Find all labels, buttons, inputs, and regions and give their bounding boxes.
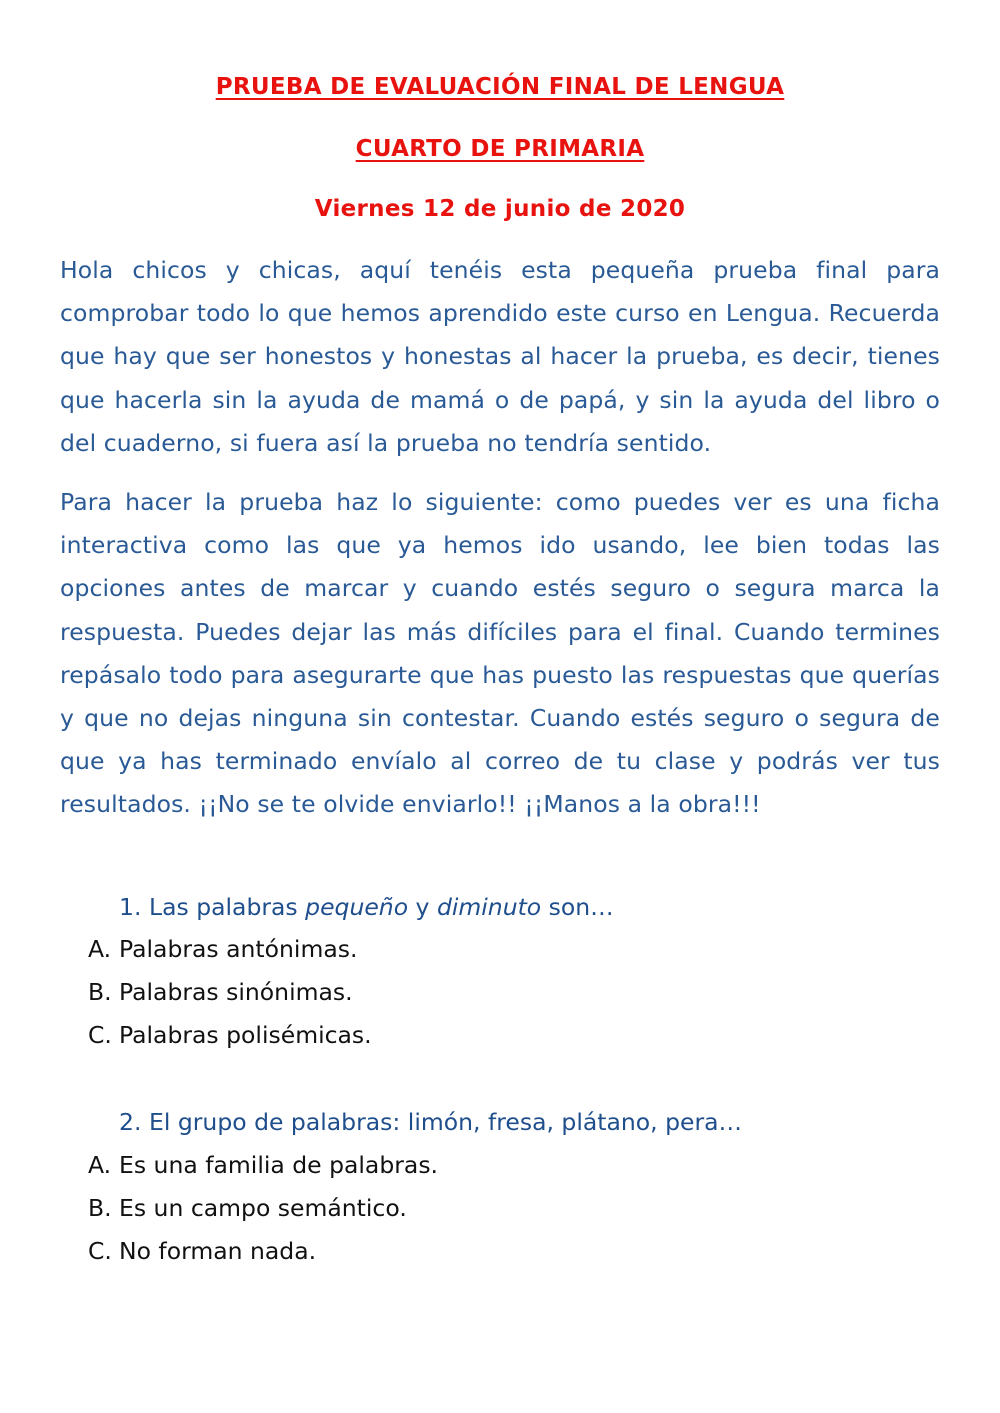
option-text: No forman nada.	[119, 1237, 317, 1265]
option-letter: A.	[88, 1151, 112, 1179]
intro-paragraph-1: Hola chicos y chicas, aquí tenéis esta pequeña prueba final para comprobar todo lo que hemos aprendido este curso en Lengua. Recuerda que hay que ser honestos y honestas al hacer la prueba, es decir, tienes que hacerla sin la ayuda de mamá o de papá, y sin la ayuda del libro o del cuaderno, si fuera así la prueba no tendría sentido.	[60, 256, 940, 457]
answer-option[interactable]	[88, 1144, 938, 1187]
answer-option[interactable]	[88, 1230, 938, 1273]
question-number: 2.	[119, 1108, 142, 1136]
question-word: diminuto	[436, 893, 542, 921]
option-letter: B.	[88, 1194, 112, 1222]
answer-option[interactable]	[88, 971, 938, 1014]
page-title: PRUEBA DE EVALUACIÓN FINAL DE LENGUA	[215, 74, 785, 100]
exam-date: Viernes 12 de junio de 2020	[314, 196, 686, 222]
answer-option[interactable]	[88, 1187, 938, 1230]
option-text: Palabras polisémicas.	[119, 1021, 372, 1049]
question-number: 1.	[119, 893, 142, 921]
question-text: Las palabras	[149, 893, 306, 921]
question-1	[119, 893, 939, 921]
question-2	[119, 1108, 939, 1136]
question-1-options	[88, 928, 938, 1057]
answer-option[interactable]	[88, 928, 938, 971]
option-text: Es un campo semántico.	[119, 1194, 407, 1222]
question-word: pequeño	[305, 893, 409, 921]
option-letter: C.	[88, 1237, 112, 1265]
answer-option[interactable]	[88, 1014, 938, 1057]
question-text: son…	[541, 893, 614, 921]
option-letter: B.	[88, 978, 112, 1006]
instructions-paragraph: Para hacer la prueba haz lo siguiente: como puedes ver es una ficha interactiva como las que ya hemos ido usando, lee bien todas las opciones antes de marcar y cuando estés seguro o segura marca la respuesta. Puedes dejar las más difíciles para el final. Cuando termines repásalo todo para asegurarte que has puesto las respuestas que querías y que no dejas ninguna sin contestar. Cuando estés seguro o segura de que ya has terminado envíalo al correo de tu clase y podrás ver tus resultados. ¡¡No se te olvide enviarlo!! ¡¡Manos a la obra!!!	[60, 488, 940, 819]
question-text: y	[408, 893, 437, 921]
option-text: Es una familia de palabras.	[119, 1151, 439, 1179]
option-text: Palabras sinónimas.	[119, 978, 353, 1006]
question-2-options	[88, 1144, 938, 1273]
option-text: Palabras antónimas.	[119, 935, 358, 963]
option-letter: C.	[88, 1021, 112, 1049]
question-text: El grupo de palabras: limón, fresa, plátano, pera…	[149, 1108, 743, 1136]
page-subtitle: CUARTO DE PRIMARIA	[355, 136, 645, 162]
option-letter: A.	[88, 935, 112, 963]
